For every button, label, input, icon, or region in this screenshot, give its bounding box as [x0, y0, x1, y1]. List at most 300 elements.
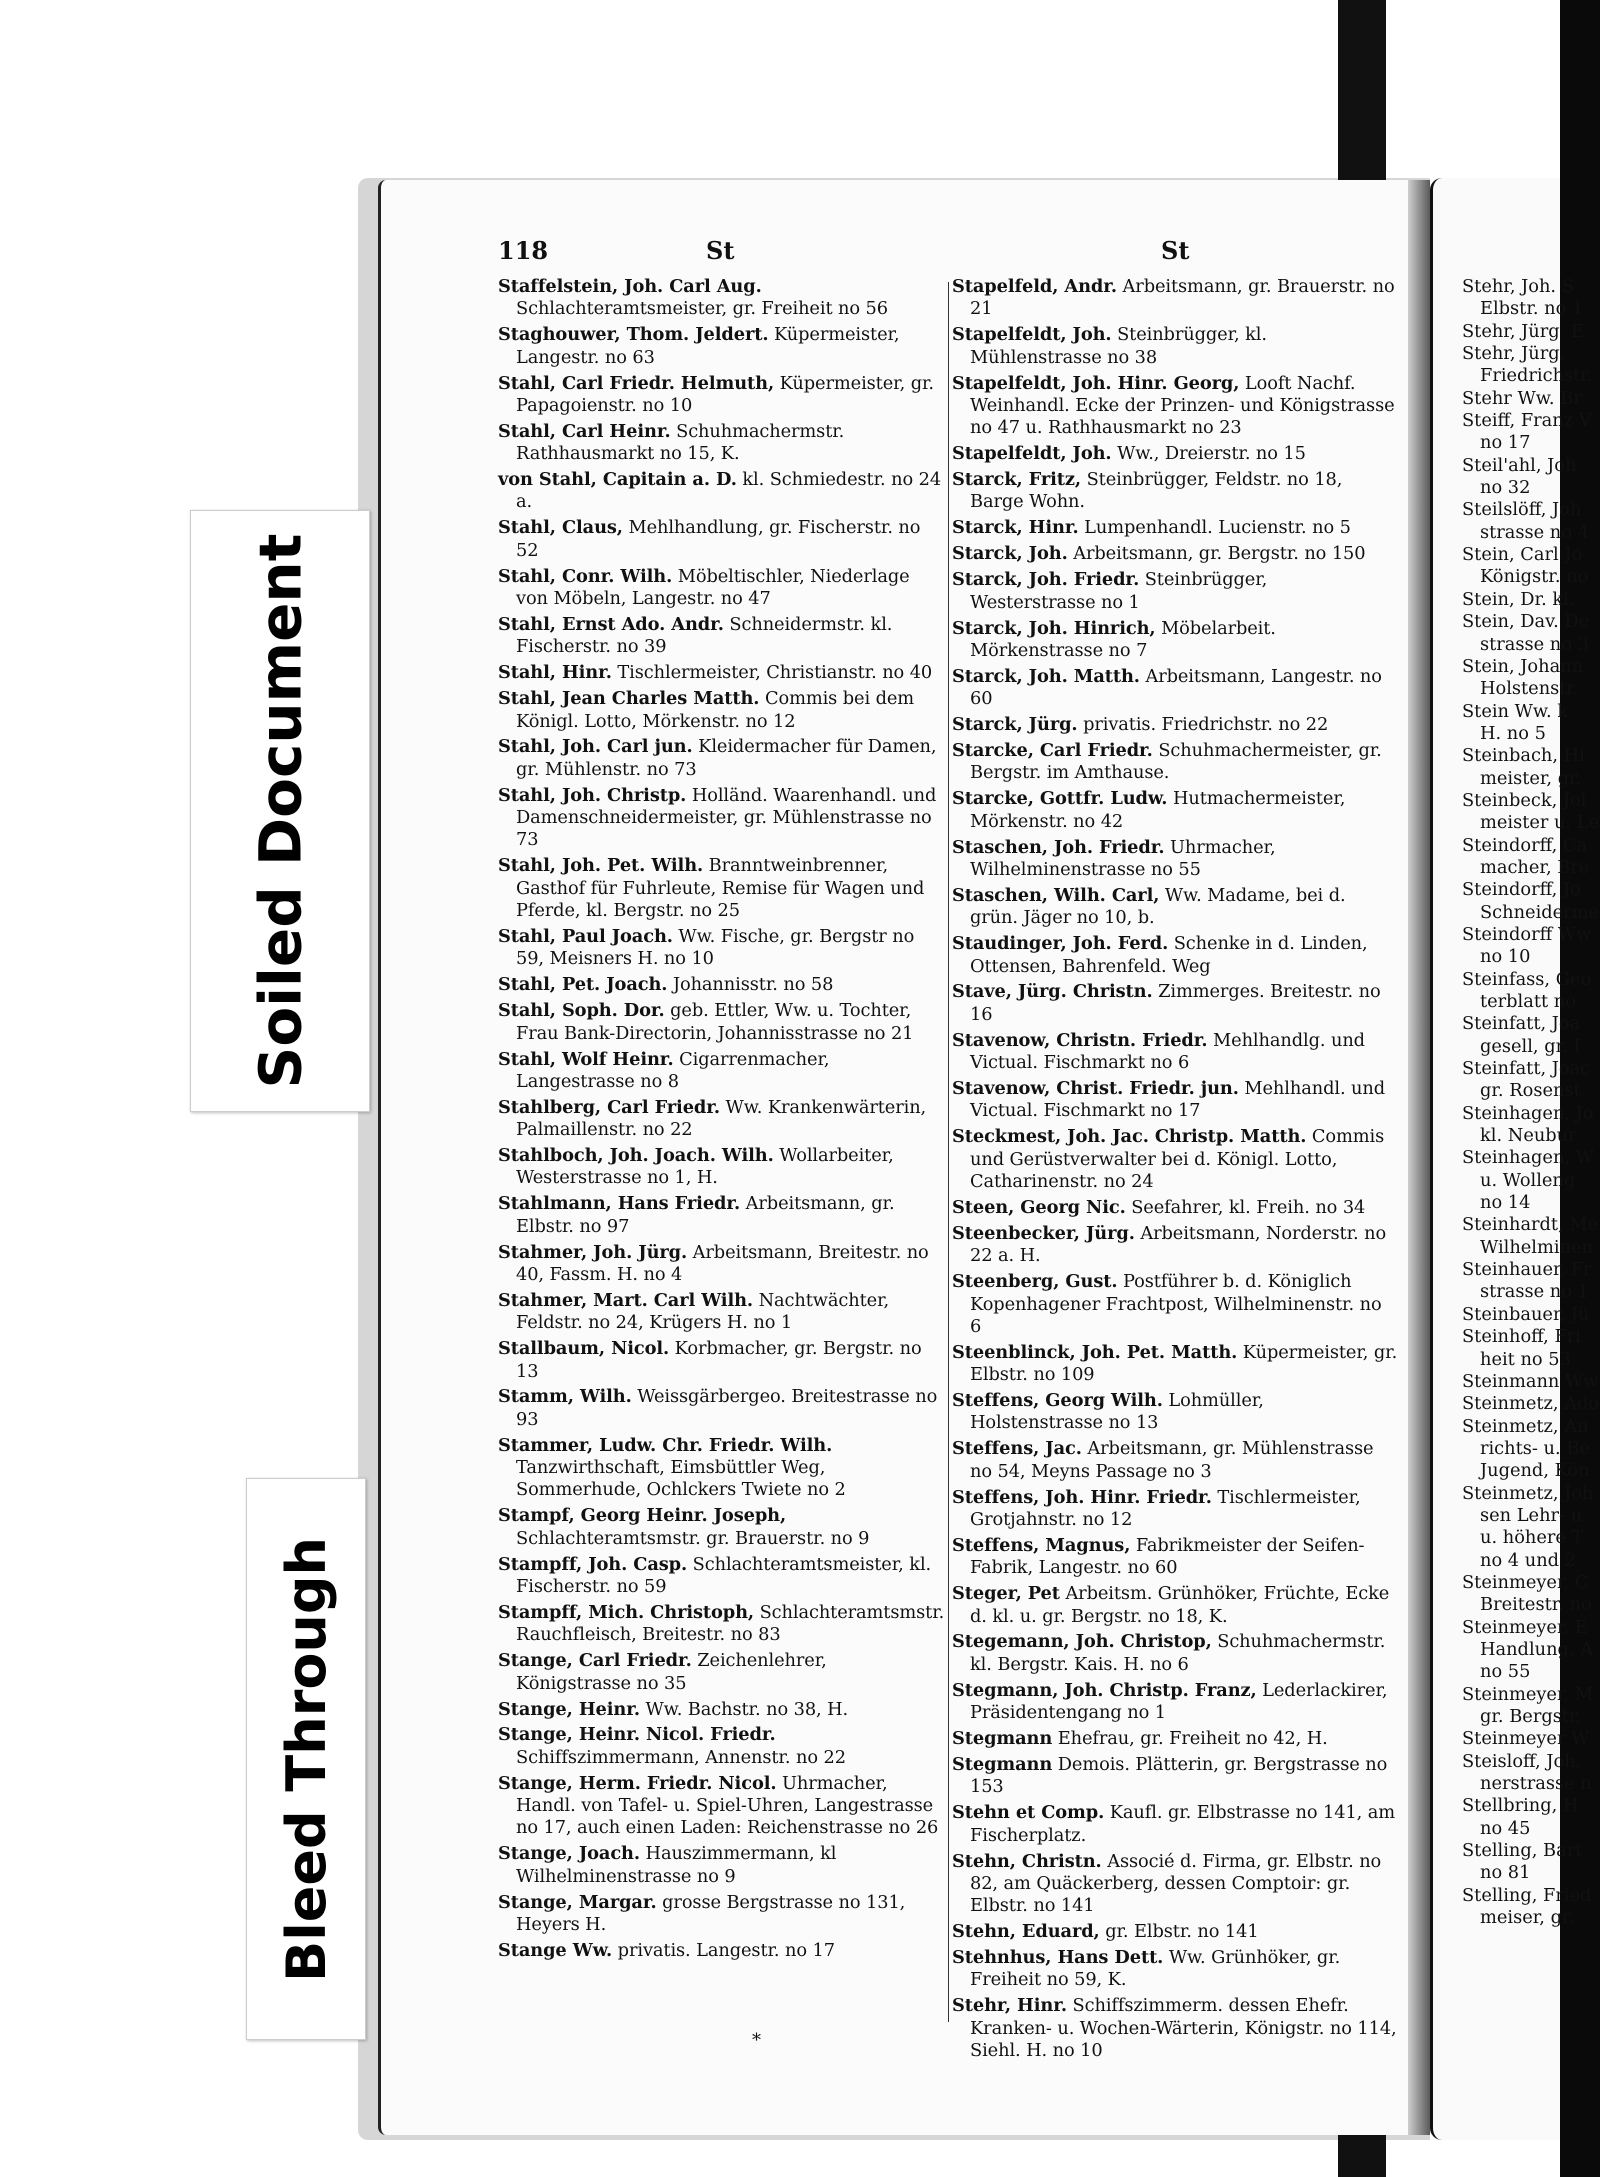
bleed-through-tab — [246, 1478, 366, 2040]
directory-entry — [952, 837, 1398, 882]
entry-details: Schuhmachermeister, gr. Bergstr. im Amthause. — [970, 740, 1382, 784]
entry-name: Stahl, Carl Heinr. — [498, 420, 671, 442]
fragment-line: Breitestr. no — [1480, 1594, 1592, 1616]
fragment-line: Steindorff, Ca — [1462, 834, 1588, 856]
entry-name: Starck, Joh. — [952, 543, 1068, 565]
directory-entry — [952, 1223, 1398, 1268]
entry-name: Starck, Fritz, — [952, 469, 1082, 491]
entry-name: Stange, Carl Friedr. — [498, 1650, 692, 1672]
directory-entry — [952, 666, 1398, 711]
directory-entry — [952, 443, 1398, 465]
directory-entry — [952, 1583, 1398, 1628]
entry-name: Stapelfeldt, Joh. Hinr. Georg, — [952, 372, 1240, 394]
fragment-line: Steindorff, Jo — [1462, 879, 1581, 901]
directory-entry — [498, 1699, 946, 1721]
directory-entry — [952, 1078, 1398, 1123]
soiled-document-label: Soiled Document — [246, 533, 315, 1089]
fragment-line: no 81 — [1480, 1862, 1531, 1884]
fragment-line: terblatt no — [1480, 991, 1576, 1012]
bleed-through-label: Bleed Through — [274, 1536, 338, 1982]
fragment-line: richts- u. Be — [1480, 1437, 1590, 1459]
fragment-line: Steinhagen, W — [1462, 1147, 1594, 1169]
page-number: 118 — [498, 236, 549, 265]
entry-name: Staudinger, Joh. Ferd. — [952, 933, 1169, 955]
entry-name: Steenberg, Gust. — [952, 1271, 1118, 1293]
directory-entry — [498, 785, 946, 852]
entry-name: Steger, Pet — [952, 1583, 1060, 1605]
entry-details: Uhrmacher, Handl. von Tafel- u. Spiel-Uhren, Langestrasse no 17, auch einen Laden: Reichenstrasse no 26 — [516, 1772, 939, 1839]
fragment-line: Stein, Carl Jo — [1462, 544, 1583, 566]
entry-details: gr. Elbstr. no 141 — [1099, 1921, 1259, 1943]
entry-name: von Stahl, Capitain a. D. — [498, 469, 737, 491]
directory-entry — [498, 1650, 946, 1695]
fragment-line: gesell, gr. I — [1480, 1035, 1581, 1057]
entry-details: kl. Schmiedestr. no 24 a. — [516, 469, 942, 513]
entry-name: Stampff, Mich. Christoph, — [498, 1601, 755, 1623]
entry-name: Starck, Joh. Hinrich, — [952, 617, 1156, 639]
entry-details: Cigarrenmacher, Langestrasse no 8 — [516, 1048, 830, 1092]
entry-details: Kleidermacher für Damen, gr. Mühlenstr. no 73 — [516, 736, 937, 780]
entry-details: Wollarbeiter, Westerstrasse no 1, H. — [516, 1145, 894, 1189]
directory-entry — [952, 469, 1398, 514]
entry-name: Staschen, Joh. Friedr. — [952, 836, 1165, 858]
directory-entry — [952, 1921, 1398, 1943]
entry-details: Demois. Plätterin, gr. Bergstrasse no 153 — [970, 1753, 1388, 1798]
entry-details: Arbeitsmann, gr. Brauerstr. no 21 — [970, 276, 1395, 320]
entry-details: Arbeitsmann, gr. Elbstr. no 97 — [516, 1193, 895, 1237]
running-head-left: St — [706, 236, 735, 265]
entry-details: Ehefrau, gr. Freiheit no 42, H. — [1052, 1728, 1328, 1750]
entry-details: Ww. Krankenwärterin, Palmaillenstr. no 22 — [516, 1096, 927, 1141]
entry-name: Stange, Margar. — [498, 1891, 657, 1913]
directory-entry — [498, 1940, 946, 1962]
entry-details: Tanzwirthschaft, Eimsbüttler Weg, Sommerhude, Ochlckers Twiete no 2 — [516, 1457, 846, 1501]
entry-details: Schenke in d. Linden, Ottensen, Bahrenfeld. Weg — [970, 933, 1368, 977]
directory-entry — [498, 1000, 946, 1045]
directory-entry — [498, 566, 946, 611]
entry-name: Stegemann, Joh. Christop, — [952, 1631, 1212, 1653]
entry-details: Küpermeister, gr. Papagoienstr. no 10 — [516, 372, 934, 416]
fragment-line: Steinbeck, Jol — [1462, 789, 1587, 811]
entry-name: Stapelfeldt, Joh. — [952, 324, 1112, 346]
fragment-line: Stellbring, H — [1462, 1795, 1579, 1817]
entry-name: Stahmer, Joh. Jürg. — [498, 1241, 688, 1263]
fragment-line: Handlung, A — [1480, 1638, 1594, 1660]
entry-details: Tischlermeister, Christianstr. no 40 — [611, 662, 933, 684]
entry-name: Staghouwer, Thom. Jeldert. — [498, 324, 769, 346]
entry-details: Schuhmachermstr. kl. Bergstr. Kais. H. no 6 — [970, 1631, 1386, 1675]
entry-details: Associé d. Firma, gr. Elbstr. no 82, am Quäckerberg, dessen Comptoir: gr. Elbstr. no 141 — [970, 1850, 1382, 1917]
fragment-line: Steilslöff, Joh — [1462, 499, 1582, 521]
entry-details: Möbeltischler, Niederlage von Möbeln, Langestr. no 47 — [516, 565, 910, 610]
entry-details: Johannisstr. no 58 — [667, 974, 834, 996]
page-header — [498, 236, 1488, 270]
entry-name: Stahl, Carl Friedr. Helmuth, — [498, 372, 775, 394]
directory-entry — [952, 324, 1398, 369]
entry-details: Steinbrügger, kl. Mühlenstrasse no 38 — [970, 324, 1267, 368]
entry-name: Stehr, Hinr. — [952, 1995, 1067, 2017]
directory-entry — [498, 1049, 946, 1094]
directory-entry — [952, 543, 1398, 565]
directory-entry — [498, 1435, 946, 1502]
entry-details: Commis bei dem Königl. Lotto, Mörkenstr. no 12 — [516, 688, 915, 732]
entry-details: Arbeitsmann, gr. Mühlenstrasse no 54, Meyns Passage no 3 — [970, 1438, 1374, 1482]
scanner-border-bottom — [1338, 2135, 1386, 2177]
entry-name: Stahl, Soph. Dor. — [498, 1000, 665, 1022]
entry-details: Schiffszimmerm. dessen Ehefr. Kranken- u. Wochen-Wärterin, Königstr. no 114, Siehl. H. no 10 — [970, 1995, 1397, 2062]
fragment-line: Steiff, Franz V — [1462, 410, 1592, 432]
fragment-line: Steinbauer, Jü — [1462, 1303, 1590, 1325]
entry-details: Küpermeister, gr. Elbstr. no 109 — [970, 1341, 1398, 1386]
directory-entry — [498, 517, 946, 562]
directory-entry — [498, 421, 946, 466]
directory-entry — [952, 517, 1398, 539]
entry-details: Lumpenhandl. Lucienstr. no 5 — [1078, 517, 1351, 539]
directory-entry — [498, 926, 946, 971]
directory-entry — [498, 276, 946, 321]
entry-name: Stahl, Jean Charles Matth. — [498, 688, 760, 710]
entry-details: Zeichenlehrer, Königstrasse no 35 — [516, 1650, 827, 1694]
directory-entry — [498, 1892, 946, 1937]
directory-entry — [952, 1390, 1398, 1435]
entry-name: Stahlboch, Joh. Joach. Wilh. — [498, 1145, 774, 1167]
entry-name: Stamm, Wilh. — [498, 1386, 632, 1408]
directory-entry — [498, 974, 946, 996]
directory-entry — [952, 1342, 1398, 1387]
fragment-line: nerstrasse n — [1480, 1773, 1592, 1795]
directory-entry — [952, 1728, 1398, 1750]
entry-name: Staschen, Wilh. Carl, — [952, 884, 1160, 906]
fragment-line: no 4 und 2 — [1480, 1549, 1577, 1571]
fragment-line: Steinmeyer, M — [1462, 1683, 1593, 1705]
entry-details: Weissgärbergeo. Breitestrasse no 93 — [516, 1386, 938, 1430]
entry-details: Arbeitsmann, Langestr. no 60 — [970, 665, 1382, 710]
fragment-line: Steindorff Ww — [1462, 923, 1592, 945]
directory-entry — [952, 714, 1398, 736]
fragment-line: no 45 — [1480, 1817, 1531, 1839]
entry-name: Steffens, Jac. — [952, 1438, 1082, 1460]
directory-entry — [952, 1487, 1398, 1532]
directory-entry — [952, 1126, 1398, 1193]
directory-entry — [952, 1271, 1398, 1338]
entry-details: Arbeitsmann, Norderstr. no 22 a. H. — [970, 1222, 1387, 1267]
fragment-line: Steinmeyer, E — [1462, 1616, 1588, 1638]
entry-details: Tischlermeister, Grotjahnstr. no 12 — [970, 1486, 1361, 1530]
directory-entry — [498, 1242, 946, 1287]
directory-entry — [952, 1030, 1398, 1075]
entry-details: Möbelarbeit. Mörkenstrasse no 7 — [970, 617, 1276, 661]
entry-details: Steinbrügger, Feldstr. no 18, Barge Wohn. — [970, 469, 1343, 513]
fragment-line: Steinhauer, Fr — [1462, 1259, 1592, 1281]
directory-entry — [952, 1535, 1398, 1580]
entry-details: Nachtwächter, Feldstr. no 24, Krügers H. no 1 — [516, 1289, 890, 1334]
entry-details: Hauszimmermann, kl Wilhelminenstrasse no 9 — [516, 1843, 837, 1887]
directory-entry — [952, 885, 1398, 930]
directory-entry — [498, 1097, 946, 1142]
running-head-right: St — [1161, 236, 1190, 265]
directory-entry — [952, 618, 1398, 663]
fragment-line: no 32 — [1480, 477, 1531, 499]
fragment-line: heit no 53 — [1480, 1348, 1571, 1370]
entry-details: Ww. Grünhöker, gr. Freiheit no 59, K. — [970, 1947, 1341, 1991]
entry-name: Stehnhus, Hans Dett. — [952, 1947, 1164, 1969]
entry-details: grosse Bergstrasse no 131, Heyers H. — [516, 1891, 906, 1935]
entry-name: Stahl, Ernst Ado. Andr. — [498, 613, 724, 635]
right-column — [952, 276, 1398, 2066]
directory-entry — [952, 276, 1398, 321]
entry-details: Mehlhandlung, gr. Fischerstr. no 52 — [516, 517, 921, 561]
directory-entry — [498, 1724, 946, 1769]
entry-name: Steenbecker, Jürg. — [952, 1222, 1135, 1244]
entry-details: Ww. Madame, bei d. grün. Jäger no 10, b. — [970, 884, 1346, 929]
entry-name: Stegmann, Joh. Christp. Franz, — [952, 1679, 1257, 1701]
entry-details: Seefahrer, kl. Freih. no 34 — [1125, 1196, 1366, 1218]
entry-details: Schneidermstr. kl. Fischerstr. no 39 — [516, 613, 893, 658]
entry-details: Arbeitsmann, gr. Bergstr. no 150 — [1067, 543, 1366, 565]
entry-details: Küpermeister, Langestr. no 63 — [516, 324, 900, 368]
directory-entry — [952, 1851, 1398, 1918]
entry-details: Korbmacher, gr. Bergstr. no 13 — [516, 1338, 922, 1382]
fragment-line: u. höhere T — [1480, 1527, 1584, 1549]
entry-name: Stahl, Wolf Heinr. — [498, 1048, 674, 1070]
entry-name: Stegmann — [952, 1753, 1053, 1775]
directory-entry — [498, 1602, 946, 1647]
entry-details: Arbeitsm. Grünhöker, Früchte, Ecke d. kl. u. gr. Bergstr. no 18, K. — [970, 1583, 1390, 1627]
entry-details: Schlachteramtsmeister, gr. Freiheit no 56 — [516, 298, 888, 320]
entry-details: Lederlackirer, Präsidentengang no 1 — [970, 1679, 1388, 1724]
fragment-line: Wilhelminen — [1480, 1236, 1593, 1258]
entry-name: Stahmer, Mart. Carl Wilh. — [498, 1289, 754, 1311]
fragment-line: strasse no 4 — [1480, 521, 1589, 543]
fragment-line: Steinmetz, An — [1462, 1415, 1589, 1437]
entry-name: Stehn, Christn. — [952, 1850, 1102, 1872]
directory-entry — [498, 662, 946, 684]
entry-name: Staffelstein, Joh. Carl Aug. — [498, 276, 762, 297]
fragment-line: Schneiderme — [1480, 901, 1600, 923]
entry-details: Schuhmachermstr. Rathhausmarkt no 15, K. — [516, 420, 845, 465]
entry-name: Steckmest, Joh. Jac. Christp. Matth. — [952, 1126, 1307, 1148]
entry-name: Stahl, Joh. Christp. — [498, 784, 687, 806]
entry-details: Steinbrügger, Westerstrasse no 1 — [970, 569, 1268, 613]
entry-name: Starcke, Carl Friedr. — [952, 740, 1153, 762]
adjacent-page-column — [1462, 276, 1600, 1929]
fragment-line: Steinmann Ww — [1462, 1370, 1599, 1392]
left-column — [498, 276, 946, 1966]
entry-name: Stahlmann, Hans Friedr. — [498, 1193, 741, 1215]
entry-name: Stange, Herm. Friedr. Nicol. — [498, 1772, 777, 1794]
entry-name: Steffens, Joh. Hinr. Friedr. — [952, 1486, 1212, 1508]
entry-details: Branntweinbrenner, Gasthof für Fuhrleute, Remise für Wagen und Pferde, kl. Bergstr. no 25 — [516, 855, 925, 922]
fragment-line: Stein, Dav. De — [1462, 611, 1590, 633]
fragment-line: Stehr Ww. Br — [1462, 387, 1582, 409]
fragment-line: Elbstr. no 1 — [1480, 298, 1584, 320]
fragment-line: Jugend, Kön — [1480, 1460, 1590, 1482]
fragment-line: Stehr, Jürg. E — [1462, 320, 1584, 342]
fragment-line: Stehr, Joh. S — [1462, 276, 1574, 297]
entry-details: geb. Ettler, Ww. u. Tochter, Frau Bank-Directorin, Johannisstrasse no 21 — [516, 1000, 914, 1044]
directory-entry — [498, 1193, 946, 1238]
entry-name: Steen, Georg Nic. — [952, 1196, 1126, 1218]
fragment-line: Steinfatt, Joac — [1462, 1058, 1591, 1080]
directory-entry — [952, 740, 1398, 785]
entry-name: Stahl, Conr. Wilh. — [498, 565, 673, 587]
fragment-line: Stein, Dr. kl. — [1462, 588, 1575, 610]
entry-details: privatis. Friedrichstr. no 22 — [1077, 714, 1329, 736]
column-divider — [948, 282, 949, 2022]
directory-entry — [498, 614, 946, 659]
entry-name: Stampf, Georg Heinr. Joseph, — [498, 1505, 787, 1527]
directory-entry — [952, 1754, 1398, 1799]
entry-details: Ww. Fische, gr. Bergstr no 59, Meisners H. no 10 — [516, 926, 915, 970]
fragment-line: meiser, gr. — [1480, 1907, 1575, 1929]
fragment-line: no 14 — [1480, 1192, 1531, 1214]
fragment-line: Stelling, Fried — [1462, 1884, 1592, 1906]
fragment-line: u. Wolleng — [1480, 1169, 1576, 1191]
entry-name: Stampff, Joh. Casp. — [498, 1553, 688, 1575]
page-gutter — [1408, 180, 1430, 2135]
directory-entry — [498, 373, 946, 418]
entry-details: Uhrmacher, Wilhelminenstrasse no 55 — [970, 836, 1276, 880]
entry-name: Stehn, Eduard, — [952, 1921, 1100, 1943]
directory-entry — [952, 1802, 1398, 1847]
entry-details: Hutmachermeister, Mörkenstr. no 42 — [970, 788, 1346, 832]
entry-name: Stange, Heinr. Nicol. Friedr. — [498, 1724, 776, 1746]
directory-entry — [498, 1386, 946, 1431]
directory-entry — [498, 1505, 946, 1550]
entry-details: Arbeitsmann, Breitestr. no 40, Fassm. H. no 4 — [516, 1241, 929, 1285]
directory-entry — [952, 981, 1398, 1026]
fragment-line: Steinhardt, Me — [1462, 1214, 1599, 1236]
fragment-line: Königstr. no — [1480, 566, 1589, 588]
directory-entry — [498, 324, 946, 369]
entry-details: Zimmerges. Breitestr. no 16 — [970, 981, 1381, 1025]
directory-entry — [498, 1338, 946, 1383]
entry-details: Fabrikmeister der Seifen-Fabrik, Langestr. no 60 — [970, 1534, 1365, 1579]
directory-entry — [952, 1995, 1398, 2062]
entry-name: Steffens, Magnus, — [952, 1534, 1131, 1556]
directory-entry — [952, 1680, 1398, 1725]
fragment-line: strasse no 3 — [1480, 633, 1589, 655]
fragment-line: Steinhagen, Jo — [1462, 1102, 1594, 1124]
fragment-line: Holstenstr. — [1480, 678, 1579, 700]
fragment-line: Stelling, Bart — [1462, 1840, 1583, 1862]
entry-name: Stahl, Pet. Joach. — [498, 974, 668, 996]
fragment-line: meister u. Le — [1480, 812, 1600, 834]
fragment-line: strasse no 1 — [1480, 1281, 1589, 1303]
entry-details: privatis. Langestr. no 17 — [612, 1939, 835, 1961]
entry-name: Stehn et Comp. — [952, 1802, 1105, 1824]
entry-details: Schiffszimmermann, Annenstr. no 22 — [516, 1746, 846, 1768]
fragment-line: Stein Ww. k — [1462, 700, 1569, 722]
directory-entry — [952, 1197, 1398, 1219]
entry-name: Stange Ww. — [498, 1939, 613, 1961]
entry-name: Steenblinck, Joh. Pet. Matth. — [952, 1341, 1238, 1363]
soiled-document-tab — [190, 510, 370, 1112]
entry-name: Stapelfeldt, Joh. — [952, 443, 1112, 465]
directory-entry — [952, 373, 1398, 440]
directory-entry — [498, 855, 946, 922]
fragment-line: no 17 — [1480, 432, 1531, 454]
fragment-line: Steinmetz, Joh — [1462, 1482, 1594, 1504]
fragment-line: Steinmetz, Ado — [1462, 1393, 1600, 1415]
entry-details: Schlachteramtsmeister, kl. Fischerstr. no 59 — [516, 1553, 932, 1597]
fragment-line: gr. Bergstr. — [1480, 1706, 1582, 1727]
fragment-line: Steisloff, Joh. — [1462, 1750, 1582, 1772]
scanner-border-top — [1338, 0, 1386, 180]
directory-entry — [498, 688, 946, 733]
directory-entry — [952, 1438, 1398, 1483]
fragment-line: meister, gr. — [1480, 767, 1582, 789]
entry-details: Kaufl. gr. Elbstrasse no 141, am Fischerplatz. — [970, 1802, 1396, 1846]
entry-details: Holländ. Waarenhandl. und Damenschneidermeister, gr. Mühlenstrasse no 73 — [516, 784, 937, 851]
entry-name: Starck, Joh. Friedr. — [952, 569, 1140, 591]
fragment-line: Steinmeyer W — [1462, 1728, 1590, 1750]
entry-name: Starck, Hinr. — [952, 517, 1079, 539]
fragment-line: Friedrichstr. — [1480, 365, 1593, 387]
directory-entry — [498, 1290, 946, 1335]
entry-name: Stegmann — [952, 1728, 1053, 1750]
entry-name: Stapelfeld, Andr. — [952, 276, 1117, 297]
entry-name: Stallbaum, Nicol. — [498, 1338, 670, 1360]
entry-name: Starck, Jürg. — [952, 714, 1078, 736]
entry-name: Stavenow, Christ. Friedr. jun. — [952, 1078, 1239, 1100]
entry-name: Stammer, Ludw. Chr. Friedr. Wilh. — [498, 1434, 833, 1456]
directory-entry — [952, 1947, 1398, 1992]
entry-name: Stahl, Hinr. — [498, 662, 612, 684]
fragment-line: Steinbach, Hi — [1462, 745, 1585, 767]
entry-name: Stange, Heinr. — [498, 1698, 640, 1720]
entry-name: Stahlberg, Carl Friedr. — [498, 1096, 720, 1118]
fragment-line: H. no 5 — [1480, 722, 1546, 744]
fragment-line: Stein, Johann — [1462, 655, 1584, 677]
entry-name: Stange, Joach. — [498, 1843, 640, 1865]
fragment-line: kl. Neubur — [1480, 1125, 1577, 1147]
entry-details: Ww., Dreierstr. no 15 — [1111, 443, 1306, 465]
fragment-line: macher, Bre — [1480, 856, 1590, 878]
entry-name: Steffens, Georg Wilh. — [952, 1390, 1163, 1412]
entry-details: Schlachteramtsmstr. Rauchfleisch, Breitestr. no 83 — [516, 1601, 945, 1646]
entry-name: Stavenow, Christn. Friedr. — [952, 1029, 1208, 1051]
entry-details: Schlachteramtsmstr. gr. Brauerstr. no 9 — [516, 1527, 870, 1549]
entry-details: Mehlhandl. und Victual. Fischmarkt no 17 — [970, 1078, 1386, 1122]
entry-details: Ww. Bachstr. no 38, H. — [639, 1698, 849, 1720]
directory-entry — [498, 1773, 946, 1840]
entry-details: Mehlhandlg. und Victual. Fischmarkt no 6 — [970, 1029, 1365, 1074]
directory-entry — [952, 569, 1398, 614]
fragment-line: Steinfass, Geo — [1462, 968, 1592, 990]
entry-name: Stahl, Paul Joach. — [498, 926, 673, 947]
directory-entry — [952, 933, 1398, 978]
fragment-line: no 10 — [1480, 946, 1531, 968]
entry-name: Stahl, Claus, — [498, 517, 623, 539]
entry-name: Stahl, Joh. Carl jun. — [498, 736, 693, 758]
entry-name: Starcke, Gottfr. Ludw. — [952, 788, 1168, 810]
entry-name: Stave, Jürg. Christn. — [952, 981, 1153, 1003]
entry-details: Looft Nachf. Weinhandl. Ecke der Prinzen- und Königstrasse no 47 u. Rathhausmarkt no 23 — [970, 372, 1395, 439]
entry-details: Postführer b. d. Königlich Kopenhagener Frachtpost, Wilhelminenstr. no 6 — [970, 1271, 1382, 1337]
fragment-line: Steinhoff, Fri — [1462, 1326, 1581, 1348]
directory-entry — [498, 469, 946, 514]
entry-name: Starck, Joh. Matth. — [952, 665, 1140, 687]
fragment-line: Steil'ahl, Joh — [1462, 454, 1577, 476]
entry-details: Commis und Gerüstverwalter bei d. Königl. Lotto, Catharinenstr. no 24 — [970, 1126, 1385, 1192]
fragment-line: no 55 — [1480, 1661, 1531, 1683]
directory-entry — [498, 1145, 946, 1190]
footer-mark: * — [752, 2030, 761, 2051]
fragment-line: Steinmeyer, C — [1462, 1571, 1589, 1593]
fragment-line: Stehr, Jürg. — [1462, 343, 1566, 365]
fragment-line: Steinfatt, Joa — [1462, 1013, 1581, 1035]
